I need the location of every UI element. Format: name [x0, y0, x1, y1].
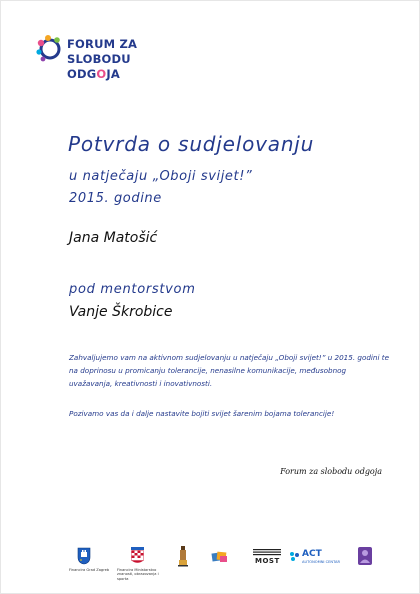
act-label: ACT: [302, 549, 322, 559]
colorful-o-logo-icon: [35, 34, 65, 64]
contest-year: 2015. godine: [69, 191, 162, 206]
sponsor-logos: [61, 541, 381, 581]
most-logo: [253, 549, 281, 567]
croatia-coat-of-arms-icon: [131, 547, 144, 565]
logo-line-1: FORUM ZA: [67, 37, 138, 51]
certificate-title: Potvrda o sudjelovanju: [68, 132, 315, 156]
mentor-label: pod mentorstvom: [69, 282, 196, 297]
act-dots-icon: [289, 551, 301, 563]
zagreb-coat-of-arms-icon: [77, 547, 91, 565]
act-logo: [289, 549, 351, 567]
mentor-name: Vanje Škrobice: [69, 304, 173, 320]
colorful-cards-icon: [211, 550, 229, 564]
recipient-name: Jana Matošić: [69, 230, 158, 246]
ministry-caption: Financira Ministarstvo znanosti, obrazovanja i sporta: [117, 568, 159, 581]
invitation-paragraph: Pozivamo vas da i dalje nastavite bojiti svijet šarenim bojama tolerancije!: [69, 409, 335, 418]
contest-name: u natječaju „Oboji svijet!”: [69, 169, 253, 184]
most-label: MOST: [255, 557, 280, 565]
logo-wordmark: [67, 37, 137, 82]
forum-logo: [35, 31, 175, 89]
tower-sponsor-icon: [177, 545, 189, 567]
logo-line-3: ODGOJA: [67, 67, 120, 81]
signature: Forum za slobodu odgoja: [280, 467, 382, 476]
logo-line-2: SLOBODU: [67, 52, 131, 66]
purple-figure-icon: [357, 545, 373, 567]
zagreb-caption: Financira Grad Zagreb: [69, 568, 110, 572]
thanks-paragraph: Zahvaljujemo vam na aktivnom sudjelovanju u natječaju „Oboji svijet!” u 2015. godini te na doprinosu u promicanju tolerancije, nenasilne komunikacije, međusobnog uvažavanja, kreativnosti i inovativnosti.: [69, 353, 389, 388]
act-subtitle: AUTONOMNI CENTAR: [302, 560, 340, 564]
